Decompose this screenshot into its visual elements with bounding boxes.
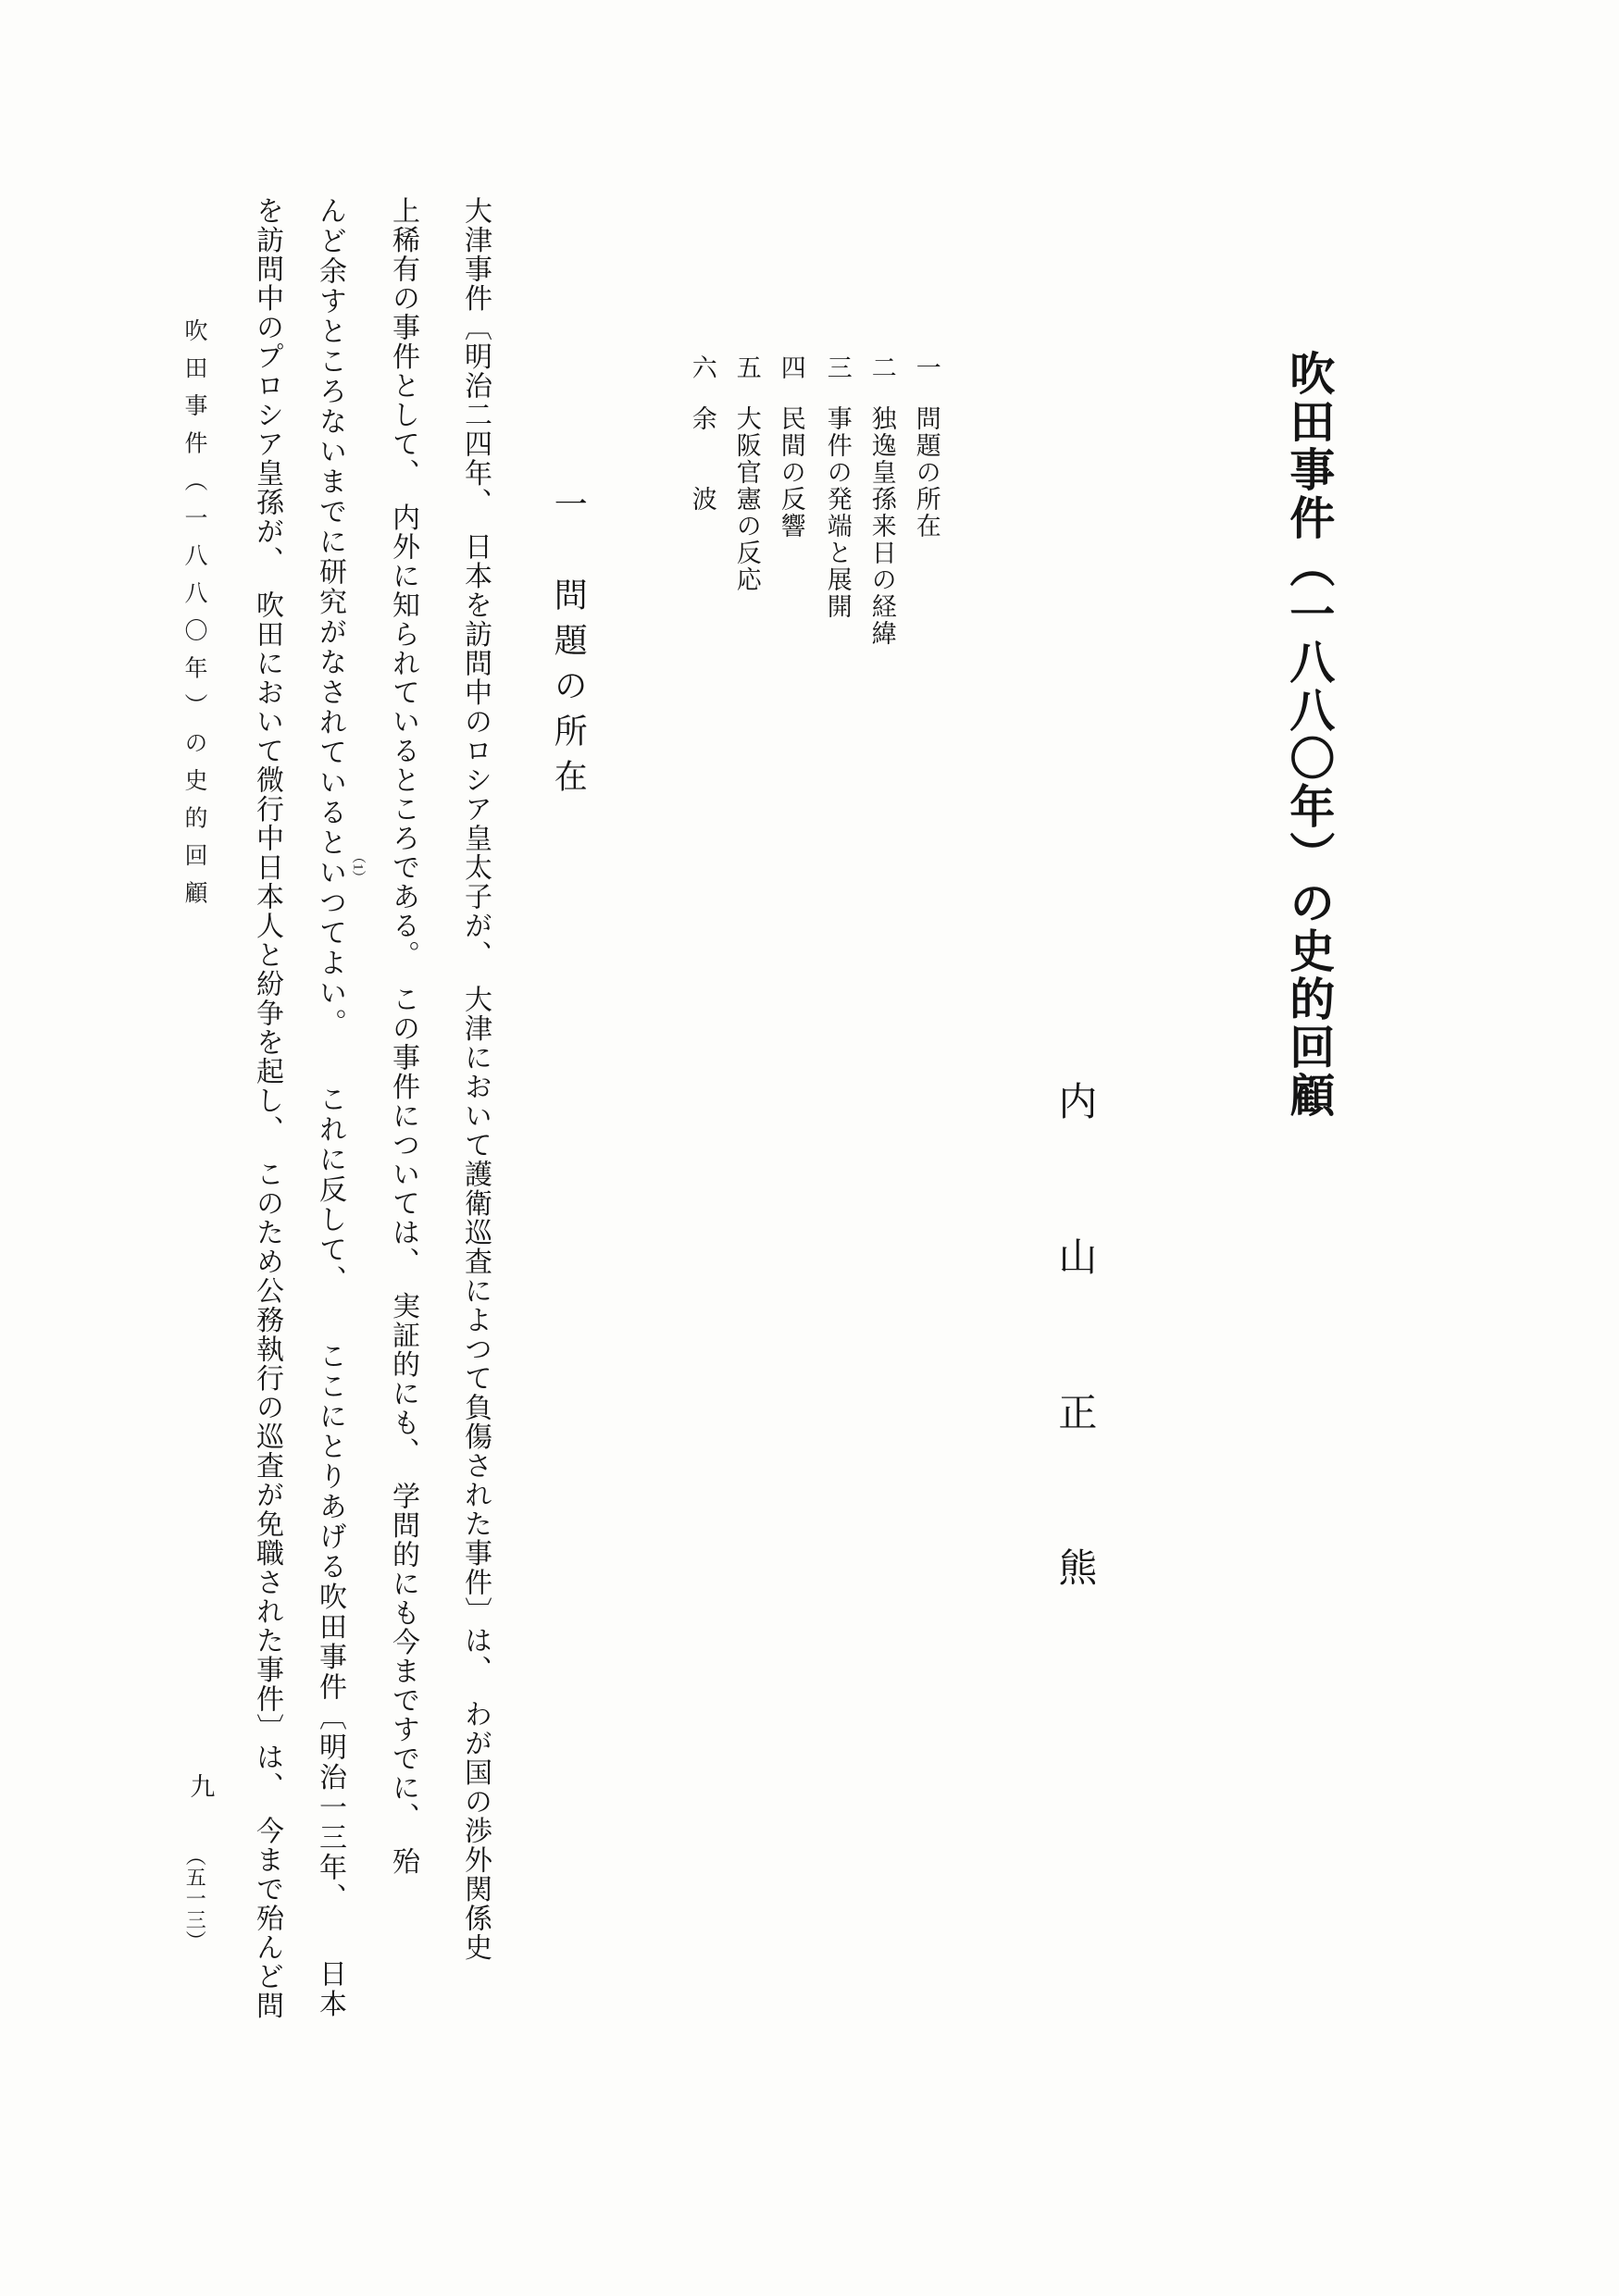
footnote-reference-marker: （1）	[350, 850, 366, 885]
volume-page-number: （五一三）	[183, 1845, 207, 1952]
toc-item-label: 問題の所在	[912, 405, 940, 540]
article-title: 吹田事件（一八八〇年）の史的回顧	[1283, 350, 1335, 1120]
body-text-column-1: 大津事件〔明治二四年、 日本を訪問中のロシア皇太子が、 大津において護衛巡査によつて負傷された事件〕は、 わが国の渉外関係史	[460, 196, 491, 1962]
running-title: 吹田事件（一八八〇年）の史的回顧	[181, 318, 206, 918]
section-heading: 一 問題の所在	[550, 487, 588, 804]
toc-item-number: 二	[867, 354, 896, 381]
toc-item-label: 事件の発端と展開	[823, 405, 852, 620]
page-number: 九	[186, 1773, 215, 1799]
toc-item-number: 一	[912, 354, 940, 381]
body-text-column-2: 上稀有の事件として、 内外に知られているところである。 この事件については、 実証的にも、 学問的にも今まですでに、 殆	[388, 196, 418, 1876]
toc-item-number: 六	[688, 354, 716, 381]
toc-item-number: 三	[823, 354, 852, 381]
toc-item-label: 余 波	[688, 405, 716, 513]
toc-item-label: 大阪官憲の反応	[732, 405, 761, 593]
toc-item-label: 民間の反響	[777, 405, 805, 540]
author-name: 内 山 正 熊	[1052, 1081, 1096, 1625]
toc-item-label: 独逸皇孫来日の経緯	[867, 405, 896, 647]
toc-item-6	[657, 322, 747, 513]
body-text-column-4: を訪問中のプロシア皇孫が、 吹田において微行中日本人と紛争を起し、 このため公務執行の巡査が免職された事件〕は、 今まで殆んど問	[252, 196, 282, 2020]
toc-item-number: 四	[777, 354, 805, 381]
toc-item-number: 五	[732, 354, 761, 381]
body-text-column-3: んど余すところないまでに研究がなされているといつてよい。 これに反して、 ここにとりあげる吹田事件〔明治一三年、 日本	[315, 196, 345, 2019]
